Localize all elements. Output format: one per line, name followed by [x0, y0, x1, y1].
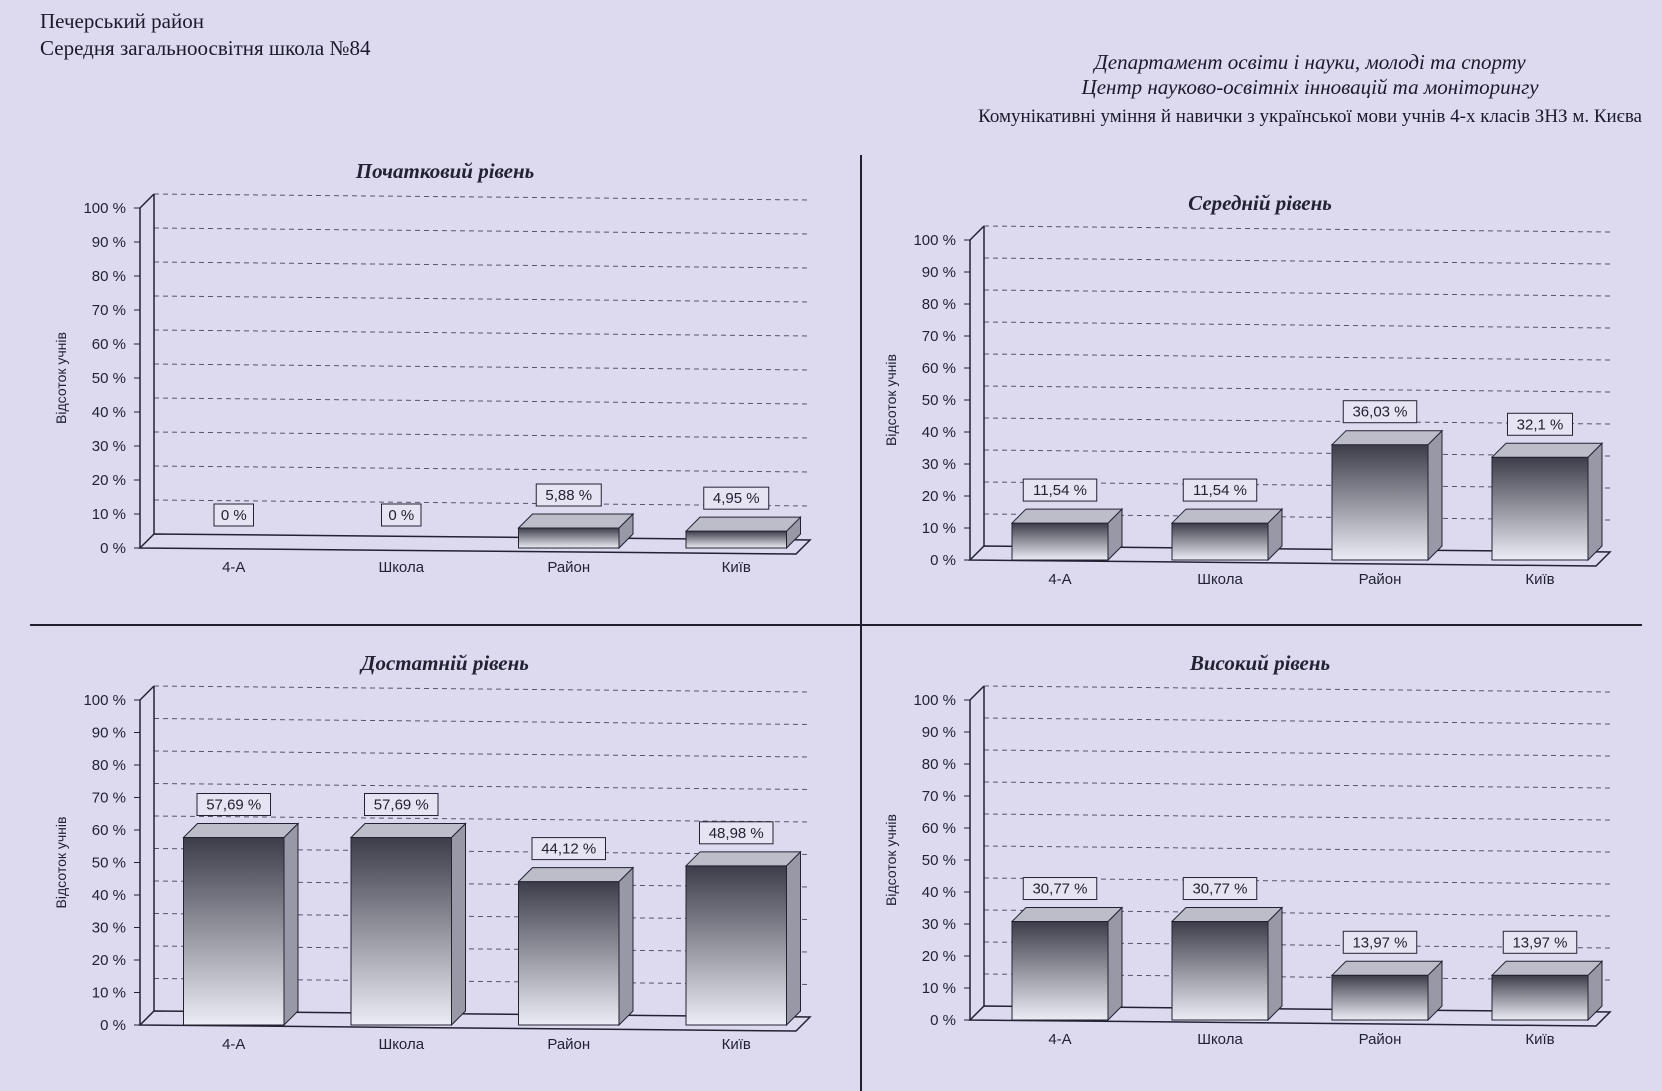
y-tick-label: 70 %: [91, 789, 126, 807]
y-tick-label: 30 %: [91, 438, 126, 455]
bar-side: [619, 868, 633, 1025]
y-tick-label: 0 %: [100, 540, 126, 557]
chart-medium-level-svg: [870, 180, 1650, 620]
bar-top: [519, 868, 634, 882]
bar-top: [1012, 509, 1122, 523]
bar-front: [686, 866, 787, 1025]
bar: [1172, 908, 1282, 1020]
y-tick-label: 50 %: [921, 852, 956, 869]
y-tick-label: 70 %: [921, 788, 956, 805]
horizontal-divider: [30, 624, 1642, 626]
y-axis-label: Відсоток учнів: [883, 354, 899, 446]
y-tick-label: 10 %: [91, 984, 126, 1002]
data-label: 4,95 %: [712, 490, 760, 508]
y-tick-label: 80 %: [91, 268, 126, 285]
grid-line: [984, 290, 1610, 296]
category-label: Школа: [378, 1036, 425, 1053]
grid-line: [154, 296, 810, 302]
category-label: 4-А: [222, 1036, 246, 1053]
bar-side: [284, 824, 298, 1025]
bar: [351, 824, 466, 1025]
grid-line: [154, 466, 810, 472]
y-axis-label: Відсоток учнів: [53, 332, 69, 424]
bar-top: [519, 514, 634, 528]
category-label: Київ: [721, 1036, 751, 1053]
data-label: 57,69 %: [373, 796, 429, 814]
category-label: Школа: [1197, 571, 1243, 588]
school-name: Середня загальноосвітня школа №84: [40, 36, 371, 60]
y-tick-label: 100 %: [913, 232, 956, 249]
category-label: Район: [1358, 571, 1402, 588]
y-tick-label: 30 %: [921, 916, 956, 933]
bar-side: [1108, 908, 1122, 1020]
y-tick-label: 90 %: [921, 724, 956, 741]
bar-front: [1172, 922, 1268, 1020]
bar-top: [1172, 908, 1282, 922]
y-tick-label: 20 %: [91, 472, 126, 489]
y-tick-label: 80 %: [921, 296, 956, 313]
data-label: 32,1 %: [1516, 416, 1564, 434]
header-left: [40, 8, 371, 62]
category-label: Район: [547, 1036, 591, 1053]
y-tick-label: 60 %: [921, 820, 956, 837]
data-label: 5,88 %: [545, 487, 593, 505]
grid-line: [984, 846, 1610, 852]
bar-front: [1332, 445, 1428, 560]
bar-top: [184, 824, 299, 838]
bar-top: [1332, 961, 1442, 975]
bar: [686, 517, 801, 548]
category-label: Київ: [1525, 1031, 1555, 1048]
y-tick-label: 90 %: [91, 724, 126, 742]
vertical-divider: [860, 155, 862, 1091]
grid-line: [984, 814, 1610, 820]
y-axis-top: [970, 686, 984, 700]
chart-title: Достатній рівень: [361, 651, 529, 675]
district-name: Печерський район: [40, 9, 204, 33]
bar-front: [351, 838, 452, 1025]
chart-high-level-svg: [870, 640, 1650, 1080]
data-label: 57,69 %: [206, 796, 262, 814]
data-label: 30,77 %: [1192, 880, 1248, 898]
bar-side: [1268, 908, 1282, 1020]
y-tick-label: 50 %: [91, 854, 126, 872]
y-tick-label: 40 %: [91, 404, 126, 421]
bar: [1172, 509, 1282, 560]
y-tick-label: 50 %: [921, 392, 956, 409]
y-tick-label: 80 %: [921, 756, 956, 773]
grid-line: [984, 322, 1610, 328]
y-tick-label: 90 %: [91, 234, 126, 251]
y-tick-label: 30 %: [921, 456, 956, 473]
bar-top: [686, 852, 801, 866]
department-name: Департамент освіти і науки, молоді та спорту: [1094, 50, 1526, 74]
data-label: 30,77 %: [1032, 880, 1088, 898]
bar-side: [1588, 443, 1602, 560]
y-tick-label: 10 %: [921, 980, 956, 997]
y-tick-label: 100 %: [83, 200, 126, 217]
data-label: 0 %: [220, 507, 247, 524]
bar: [1492, 961, 1602, 1020]
bar: [1012, 908, 1122, 1020]
y-tick-label: 90 %: [921, 264, 956, 281]
y-tick-label: 10 %: [921, 520, 956, 537]
data-label: 36,03 %: [1352, 403, 1408, 421]
bar-front: [1492, 975, 1588, 1020]
bar-top: [1492, 961, 1602, 975]
bar: [1332, 431, 1442, 560]
report-title: Комунікативні уміння й навички з української мови учнів 4-х класів ЗНЗ м. Києва: [978, 106, 1642, 127]
y-tick-label: 60 %: [921, 360, 956, 377]
center-name: Центр науково-освітніх інновацій та моніторингу: [1081, 75, 1539, 99]
bar-front: [184, 838, 285, 1025]
y-tick-label: 40 %: [91, 887, 126, 904]
bar: [519, 868, 634, 1025]
bar-front: [1012, 523, 1108, 560]
chart-initial-level-svg: [40, 148, 850, 608]
y-tick-label: 60 %: [91, 822, 126, 839]
data-label: 11,54 %: [1033, 482, 1087, 500]
y-tick-label: 20 %: [91, 952, 126, 969]
bar: [519, 514, 634, 548]
grid-line: [154, 262, 810, 268]
bar-side: [452, 824, 466, 1025]
category-label: 4-А: [1048, 1031, 1072, 1048]
grid-line: [154, 330, 810, 336]
data-label: 13,97 %: [1512, 934, 1568, 952]
grid-line: [154, 816, 810, 822]
grid-line: [154, 751, 810, 757]
bar-side: [1428, 431, 1442, 560]
grid-line: [154, 784, 810, 790]
y-tick-label: 80 %: [91, 757, 126, 774]
y-tick-label: 20 %: [921, 948, 956, 965]
y-tick-label: 0 %: [930, 552, 956, 569]
category-label: Район: [1358, 1031, 1402, 1048]
grid-line: [984, 686, 1610, 692]
chart-high-level: [870, 640, 1650, 1080]
chart-title: Середній рівень: [1188, 191, 1332, 215]
chart-medium-level: [870, 180, 1650, 620]
bar-top: [1172, 509, 1282, 523]
bar-front: [519, 882, 620, 1025]
bar-front: [519, 528, 620, 548]
grid-line: [984, 782, 1610, 788]
data-label: 11,54 %: [1193, 482, 1247, 500]
category-label: Школа: [378, 559, 425, 576]
bar-top: [1492, 443, 1602, 457]
bar: [184, 824, 299, 1025]
data-label: 13,97 %: [1352, 934, 1408, 952]
grid-line: [984, 258, 1610, 264]
y-tick-label: 70 %: [91, 302, 126, 319]
y-axis-top: [140, 686, 154, 700]
header-right: [978, 50, 1642, 129]
category-label: Київ: [721, 559, 751, 576]
bar: [1332, 961, 1442, 1020]
data-label: 44,12 %: [541, 840, 597, 858]
y-tick-label: 30 %: [91, 919, 126, 937]
y-tick-label: 60 %: [91, 336, 126, 353]
bar-top: [1012, 908, 1122, 922]
chart-sufficient-level: [40, 640, 850, 1085]
y-tick-label: 40 %: [921, 424, 956, 441]
grid-line: [984, 386, 1610, 392]
bar: [1012, 509, 1122, 560]
data-label: 48,98 %: [708, 824, 764, 842]
grid-line: [984, 750, 1610, 756]
grid-line: [154, 398, 810, 404]
bar-top: [686, 517, 801, 531]
y-axis-top: [140, 194, 154, 208]
grid-line: [154, 228, 810, 234]
y-tick-label: 100 %: [913, 692, 956, 709]
category-label: Київ: [1525, 571, 1555, 588]
chart-initial-level: [40, 148, 850, 608]
grid-line: [984, 226, 1610, 232]
y-tick-label: 70 %: [921, 328, 956, 345]
bar-top: [1332, 431, 1442, 445]
y-tick-label: 0 %: [100, 1017, 126, 1034]
grid-line: [154, 194, 810, 200]
grid-line: [984, 718, 1610, 724]
bar-front: [1492, 457, 1588, 560]
bar: [686, 852, 801, 1025]
grid-line: [154, 432, 810, 438]
category-label: Район: [547, 559, 591, 576]
y-axis-top: [970, 226, 984, 240]
y-tick-label: 10 %: [91, 506, 126, 523]
bar-front: [686, 531, 787, 548]
y-axis-label: Відсоток учнів: [53, 816, 69, 909]
bar: [1492, 443, 1602, 560]
y-tick-label: 100 %: [83, 692, 126, 709]
category-label: 4-А: [222, 559, 246, 576]
grid-line: [154, 686, 810, 692]
y-tick-label: 40 %: [921, 884, 956, 901]
y-tick-label: 0 %: [930, 1012, 956, 1029]
grid-line: [154, 719, 810, 725]
bar-top: [351, 824, 466, 838]
chart-title: Початковий рівень: [355, 159, 535, 183]
chart-title: Високий рівень: [1189, 651, 1331, 675]
grid-line: [984, 354, 1610, 360]
y-tick-label: 20 %: [921, 488, 956, 505]
bar-front: [1012, 922, 1108, 1020]
category-label: 4-А: [1048, 571, 1072, 588]
y-axis-label: Відсоток учнів: [883, 814, 899, 906]
bar-side: [787, 852, 801, 1025]
category-label: Школа: [1197, 1031, 1243, 1048]
y-tick-label: 50 %: [91, 370, 126, 387]
bar-front: [1332, 975, 1428, 1020]
bar-front: [1172, 523, 1268, 560]
chart-sufficient-level-svg: [40, 640, 850, 1085]
grid-line: [154, 364, 810, 370]
data-label: 0 %: [388, 507, 415, 524]
